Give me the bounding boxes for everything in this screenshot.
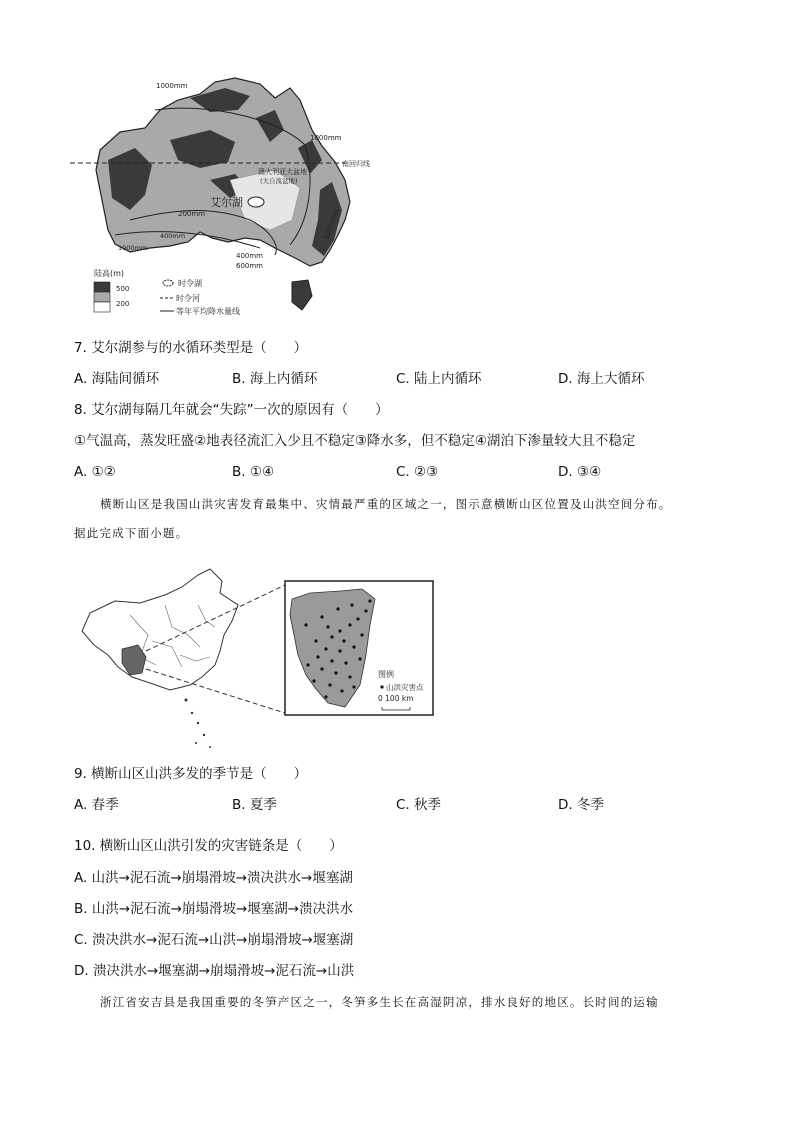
basin-label: 澳大利亚大盆地 [258,168,307,176]
lake-label: 艾尔湖 [210,196,243,209]
isohyet-label: 1000mm [322,208,341,241]
isohyet-label: 600mm [236,262,263,270]
q9-option-b: B. 夏季 [232,797,277,813]
isohyet-label: 1000mm [310,134,342,142]
legend-isohyet: 等年平均降水量线 [176,307,240,316]
tasmania [292,280,312,310]
legend-title: 陆高(m) [94,269,125,278]
isohyet-label: 400mm [160,232,186,240]
question-8-statements: ①气温高，蒸发旺盛②地表径流汇入少且不稳定③降水多，但不稳定④湖泊下渗量较大且不稳定 [74,433,636,449]
map-legend [94,268,240,316]
isohyet-label: 1000mm [118,244,148,252]
q9-option-c: C. 秋季 [396,797,442,813]
q7-option-b: B. 海上内循环 [232,371,318,387]
q9-option-a: A. 春季 [74,797,119,813]
q9-option-d: D. 冬季 [558,797,604,813]
q7-option-a: A. 海陆间循环 [74,371,160,387]
question-10-stem: 10. 横断山区山洪引发的灾害链条是（ ） [74,838,343,854]
q10-option-a: A. 山洪→泥石流→崩塌滑坡→溃决洪水→堰塞湖 [74,870,353,886]
legend-200: 200 [116,300,130,308]
q8-option-b: B. ①④ [232,464,275,480]
q8-option-a: A. ①② [74,464,116,480]
q7-option-c: C. 陆上内循环 [396,371,482,387]
isohyet-label: 1000mm [156,82,188,90]
q8-option-c: C. ②③ [396,464,439,480]
inset-legend-item: 山洪灾害点 [386,683,424,692]
hazard-point-symbol [380,685,383,688]
legend-500: 500 [116,285,130,293]
question-7-stem: 7. 艾尔湖参与的水循环类型是（ ） [74,340,308,356]
isohyet-label: 200mm [178,210,205,218]
legend-swatch-500 [94,282,110,292]
seasonal-lake-symbol [163,280,173,286]
q10-option-b: B. 山洪→泥石流→崩塌滑坡→堰塞湖→溃决洪水 [74,901,354,917]
legend-swatch-mid [94,292,110,302]
inset-legend-title: 图例 [378,670,394,679]
tropic-label: 南回归线 [342,160,370,168]
legend-swatch-200 [94,302,110,312]
q10-option-c: C. 溃决洪水→泥石流→山洪→崩塌滑坡→堰塞湖 [74,932,354,948]
south-china-sea-islands [185,699,212,749]
australia-map [60,70,390,320]
china-outline [82,569,238,690]
q10-option-d: D. 溃决洪水→堰塞湖→崩塌滑坡→泥石流→山洪 [74,963,355,979]
basin-label-2: (大自流盆地) [260,177,298,185]
legend-seasonal-river: 时令河 [176,294,200,303]
q8-option-d: D. ③④ [558,464,602,480]
passage-2-line-1: 浙江省安吉县是我国重要的冬笋产区之一，冬笋多生长在高湿阴凉，排水良好的地区。长时间的运输 [100,995,659,1009]
legend-seasonal-lake: 时令湖 [178,279,202,288]
hengduan-map [70,565,440,760]
q7-option-d: D. 海上大循环 [558,371,645,387]
inset-scale-label: 0 100 km [378,694,414,703]
isohyet-label: 400mm [236,252,263,260]
passage-1-line-2: 据此完成下面小题。 [74,526,189,540]
question-8-stem: 8. 艾尔湖每隔几年就会“失踪”一次的原因有（ ） [74,402,389,418]
passage-1-line-1: 横断山区是我国山洪灾害发育最集中、灾情最严重的区域之一，图示意横断山区位置及山洪空间分布。 [100,497,672,511]
lake-eyre [248,197,264,207]
question-9-stem: 9. 横断山区山洪多发的季节是（ ） [74,766,308,782]
